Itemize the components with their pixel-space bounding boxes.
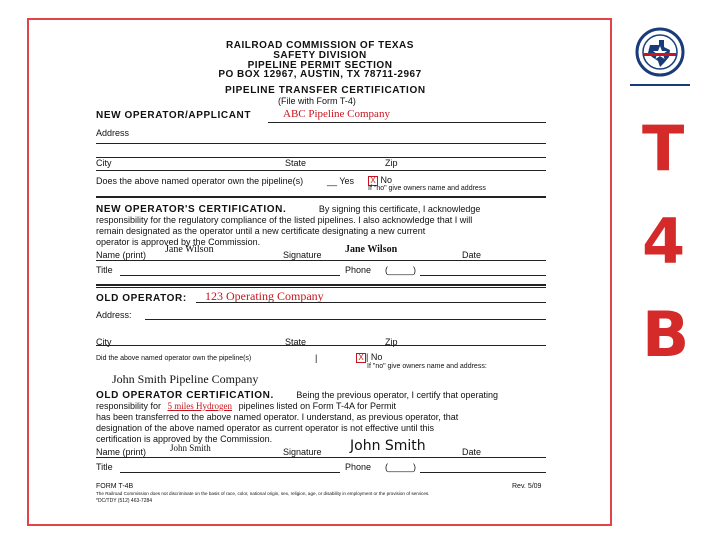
new-name-label: Name (print) <box>96 250 147 260</box>
new-address-line-2 <box>96 157 546 158</box>
header-line-2: SAFETY DIVISION <box>273 50 367 61</box>
old-date-label: Date <box>462 447 482 457</box>
old-phone-value: (_____) <box>385 462 417 472</box>
old-city-label: City <box>96 337 112 347</box>
new-no-hint: If "no" give owners name and address <box>368 185 486 192</box>
old-no-hint: If "no" give owners name and address: <box>367 363 487 370</box>
header-line-3: PIPELINE PERMIT SECTION <box>247 60 393 71</box>
old-signature-value: John Smith <box>350 438 426 454</box>
old-own-question: Did the above named operator own the pipeline(s) <box>96 355 252 362</box>
form-subtitle: (File with Form T-4) <box>278 96 356 106</box>
old-no-checkbox[interactable]: X <box>356 353 366 363</box>
form-title: PIPELINE TRANSFER CERTIFICATION <box>225 85 426 96</box>
new-operator-underline <box>268 122 546 123</box>
new-city-line <box>96 170 546 171</box>
new-state-label: State <box>285 158 307 168</box>
old-title-label: Title <box>96 462 113 472</box>
new-date-label: Date <box>462 250 482 260</box>
old-operator-value: 123 Operating Company <box>205 289 324 303</box>
old-owner-value: John Smith Pipeline Company <box>112 372 259 386</box>
new-title-line <box>120 275 340 276</box>
side-letter-4: 4 <box>642 205 686 278</box>
old-operator-underline <box>196 302 546 303</box>
new-signature-value: Jane Wilson <box>345 244 398 255</box>
old-address-label: Address: <box>96 310 132 320</box>
old-yes-option[interactable]: | <box>315 353 318 363</box>
old-phone-label: Phone <box>345 462 372 472</box>
old-state-label: State <box>285 337 307 347</box>
old-zip-label: Zip <box>385 337 398 347</box>
old-pipelines-value: 5 miles Hydrogen <box>167 401 233 411</box>
new-title-label: Title <box>96 265 113 275</box>
footer-notice: The Railroad Commission does not discriminate on the basis of race, color, national origin, sex, religion, age, or disability in employment or the provision of services. <box>96 491 430 496</box>
header-line-1: RAILROAD COMMISSION OF TEXAS <box>226 40 414 51</box>
divider-1 <box>96 196 546 198</box>
old-name-value: John Smith <box>170 443 211 453</box>
footer-tdd: *DC/TDY (512) 463-7284 <box>96 498 153 504</box>
new-operator-label: NEW OPERATOR/APPLICANT <box>96 110 252 121</box>
new-name-value: Jane Wilson <box>165 244 214 255</box>
new-own-question: Does the above named operator own the pipeline(s) <box>96 176 304 186</box>
old-address-line <box>145 319 546 320</box>
new-address-line <box>96 143 546 144</box>
old-signature-label: Signature <box>283 447 322 457</box>
divider-2b <box>96 287 546 288</box>
footer-rev: Rev. 5/09 <box>512 483 542 490</box>
old-title-line <box>120 472 340 473</box>
new-yes-option[interactable]: __ Yes <box>327 176 355 186</box>
new-city-label: City <box>96 158 112 168</box>
railroad-commission-seal-icon <box>635 27 685 77</box>
new-phone-line <box>420 275 546 276</box>
new-address-label: Address <box>96 128 130 138</box>
header-line-4: PO BOX 12967, AUSTIN, TX 78711-2967 <box>218 69 422 80</box>
side-letter-t: T <box>642 112 685 185</box>
old-name-line <box>96 457 546 458</box>
side-letter-b: B <box>642 298 690 371</box>
new-name-line <box>96 260 546 261</box>
new-operator-value: ABC Pipeline Company <box>283 108 390 120</box>
old-city-line <box>96 345 546 346</box>
new-phone-label: Phone <box>345 265 372 275</box>
old-phone-line <box>420 472 546 473</box>
old-no-option[interactable]: X | No <box>356 352 382 363</box>
new-signature-label: Signature <box>283 250 322 260</box>
new-no-checkbox[interactable]: X <box>368 176 378 186</box>
old-operator-label: OLD OPERATOR: <box>96 293 187 304</box>
footer-form-id: FORM T-4B <box>96 483 134 490</box>
seal-divider <box>630 84 690 86</box>
divider-2 <box>96 284 546 286</box>
new-zip-label: Zip <box>385 158 398 168</box>
new-no-option[interactable]: X No <box>368 175 392 186</box>
new-phone-value: (_____) <box>385 265 417 275</box>
old-cert-paragraph: OLD OPERATOR CERTIFICATION. Being the previous operator, I certify that operating responsibility for 5 miles Hydrogen pipelines listed on Form T-4A for Permit has been transferred to the above named operator. I understand, as previous operator, that designation of the above named operator as current operator is not effective until this certification is approved by the Commission. <box>96 390 499 444</box>
old-name-label: Name (print) <box>96 447 147 457</box>
new-cert-paragraph: NEW OPERATOR'S CERTIFICATION. By signing this certificate, I acknowledge responsibility for the regulatory compliance of the listed pipelines. I also acknowledge that I will remain designated as the operator until a new certificate designating a new current operator is approved by the Commission. <box>96 204 481 247</box>
